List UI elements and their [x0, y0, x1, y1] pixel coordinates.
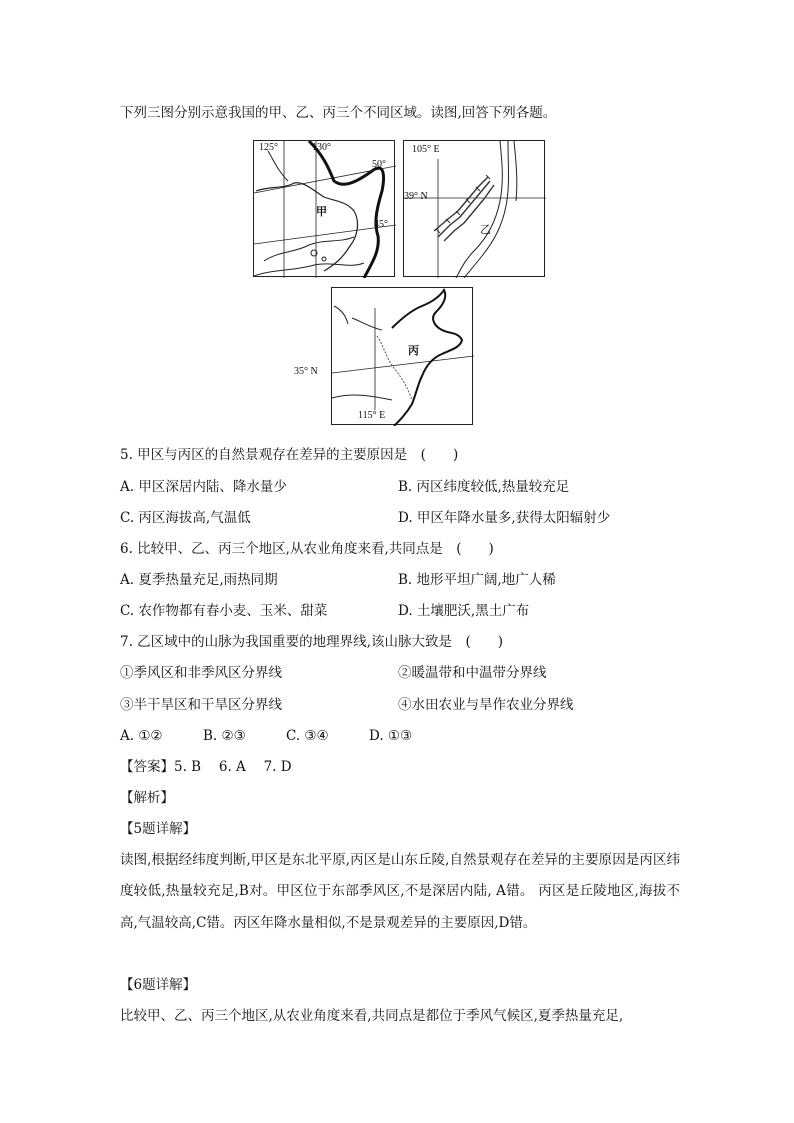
- map-yi-lat: 39° N: [404, 191, 428, 202]
- q6-analysis-heading: 【6题详解】: [120, 977, 197, 993]
- map-yi: [403, 140, 545, 277]
- answer-line: 【答案】5. B 6. A 7. D: [120, 759, 292, 775]
- q6-option-b: B. 地形平坦广阔,地广人稀: [398, 572, 556, 588]
- map-bing-lon: 115° E: [358, 410, 386, 421]
- map-jia-lat2: 45°: [374, 219, 388, 230]
- q7-choice-a: A. ①②: [120, 728, 163, 744]
- q5-analysis-text: 读图,根据经纬度判断,甲区是东北平原,丙区是山东丘陵,自然景观存在差异的主要原因是丙区纬度较低,热量较充足,B对。甲区位于东部季风区,不是深居内陆, A错。 丙区是丘陵地区,海拔不高,气温较高,C错。丙区年降水量相似,不是景观差异的主要原因,D错。: [120, 852, 680, 931]
- map-jia-region: 甲: [316, 205, 327, 218]
- q5-option-d: D. 甲区年降水量多,获得太阳辐射少: [398, 510, 611, 526]
- map-jia-lon2: 130°: [312, 142, 331, 153]
- q6-option-d: D. 土壤肥沃,黑土广布: [398, 603, 530, 619]
- q5-option-b: B. 丙区纬度较低,热量较充足: [398, 479, 570, 495]
- map-bing: [294, 287, 473, 425]
- map-yi-region: 乙: [480, 223, 491, 236]
- q7-choice-d: D. ①③: [369, 728, 413, 744]
- map-jia-lat1: 50°: [372, 159, 386, 170]
- q7-statement-1: ①季风区和非季风区分界线: [120, 665, 282, 681]
- map-jia: [253, 140, 395, 277]
- map-bing-drawing: [332, 288, 474, 426]
- q7-statement-3: ③半干旱区和干旱区分界线: [120, 697, 282, 713]
- q7-statement-4: ④水田农业与旱作农业分界线: [398, 697, 574, 713]
- q5-analysis-heading: 【5题详解】: [120, 821, 197, 837]
- q6-stem: 6. 比较甲、乙、丙三个地区,从农业角度来看,共同点是 ( ): [120, 541, 494, 557]
- map-bing-lat: 35° N: [294, 366, 318, 377]
- intro-text: 下列三图分别示意我国的甲、乙、丙三个不同区域。读图,回答下列各题。: [120, 105, 557, 121]
- q6-option-c: C. 农作物都有春小麦、玉米、甜菜: [120, 603, 328, 619]
- q5-option-a: A. 甲区深居内陆、降水量少: [120, 479, 287, 495]
- map-bing-region: 丙: [408, 344, 419, 357]
- q7-choice-b: B. ②③: [203, 728, 246, 744]
- q6-option-a: A. 夏季热量充足,雨热同期: [120, 572, 278, 588]
- q5-option-c: C. 丙区海拔高,气温低: [120, 510, 251, 526]
- q7-choice-c: C. ③④: [286, 728, 329, 744]
- map-jia-lon1: 125°: [259, 142, 278, 153]
- q5-stem: 5. 甲区与丙区的自然景观存在差异的主要原因是 ( ): [120, 447, 459, 463]
- map-yi-lon: 105° E: [412, 144, 440, 155]
- analysis-heading: 【解析】: [120, 790, 174, 806]
- q7-statement-2: ②暖温带和中温带分界线: [398, 665, 547, 681]
- q7-stem: 7. 乙区域中的山脉为我国重要的地理界线,该山脉大致是 ( ): [120, 634, 503, 650]
- map-yi-drawing: [404, 141, 546, 278]
- q6-analysis-text: 比较甲、乙、丙三个地区,从农业角度来看,共同点是都位于季风气候区,夏季热量充足,: [120, 1008, 624, 1024]
